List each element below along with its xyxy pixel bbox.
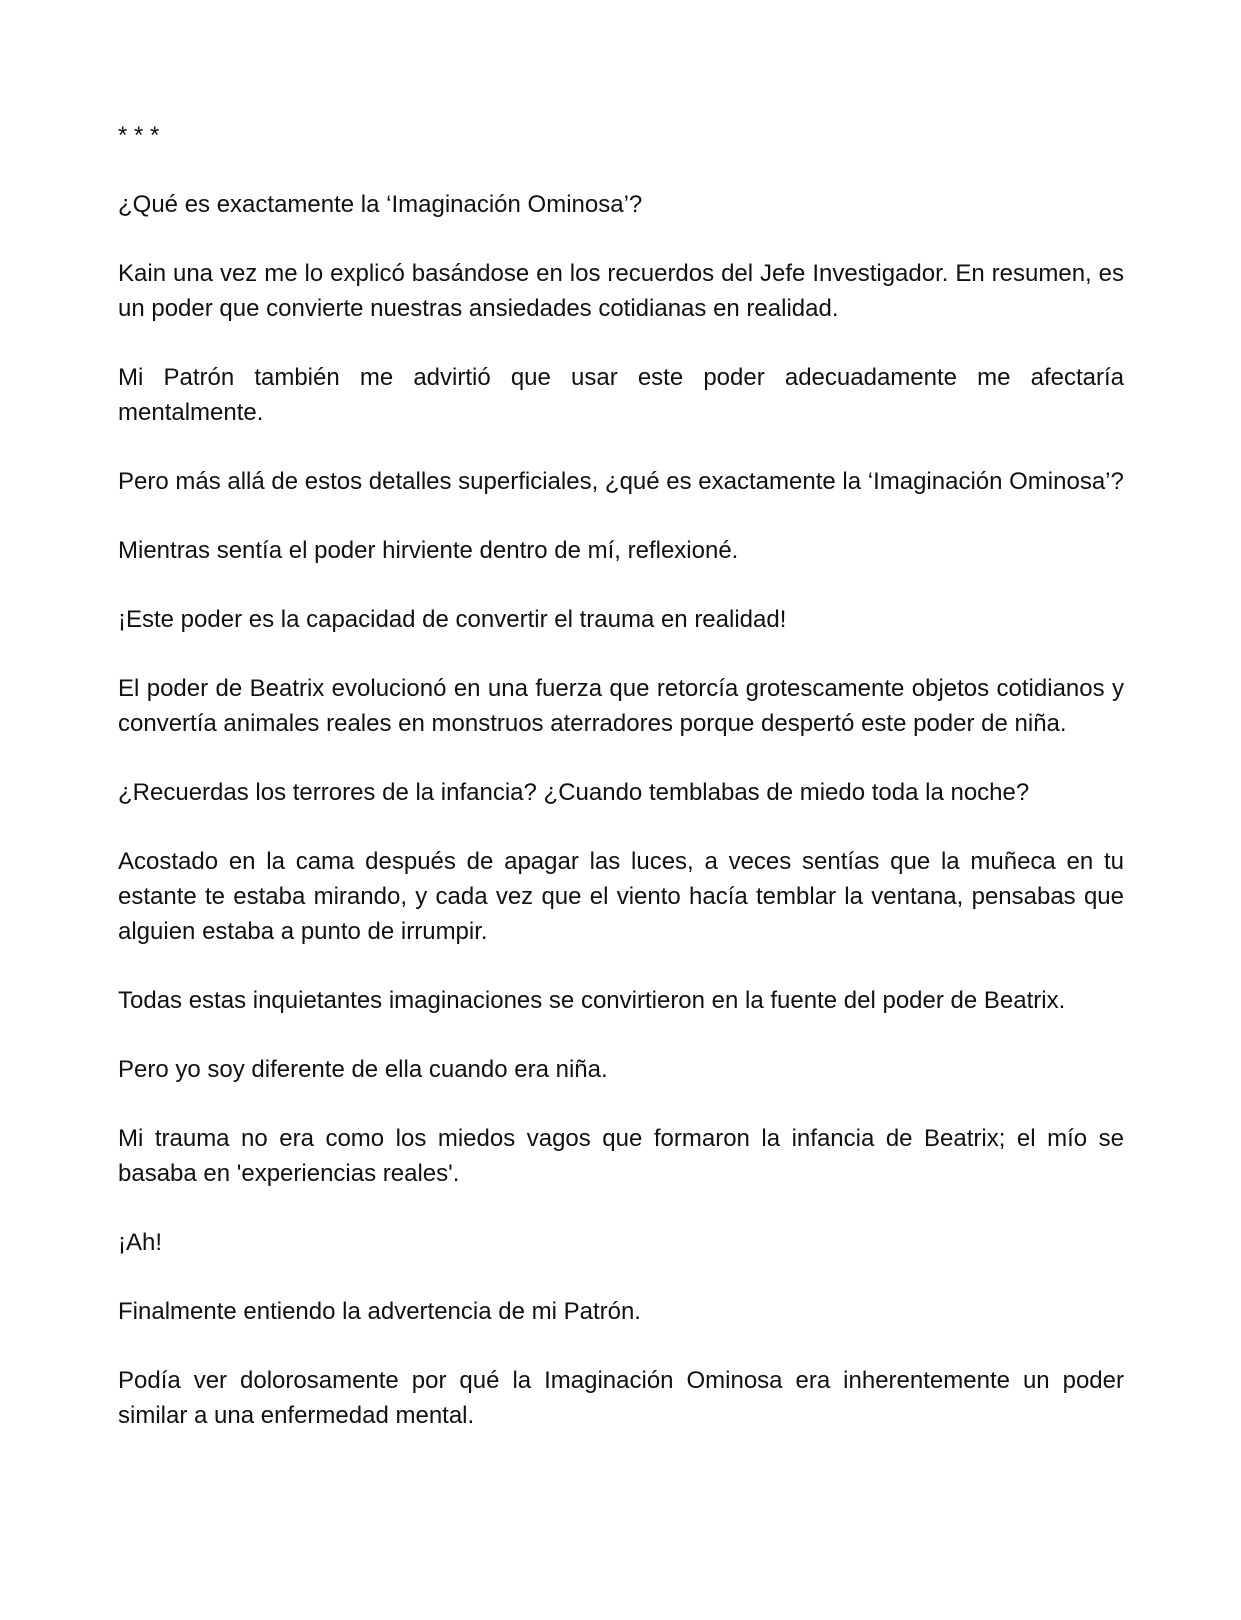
- paragraph: Mientras sentía el poder hirviente dentro de mí, reflexioné.: [118, 537, 739, 564]
- scene-break: * * *: [118, 122, 160, 149]
- paragraph: Podía ver dolorosamente por qué la Imaginación Ominosa era inherentemente un poder similar a una enfermedad mental.: [118, 1367, 1124, 1429]
- paragraph: Todas estas inquietantes imaginaciones se convirtieron en la fuente del poder de Beatrix.: [118, 987, 1066, 1014]
- paragraph: Pero más allá de estos detalles superficiales, ¿qué es exactamente la ‘Imaginación Ominosa’?: [118, 468, 1124, 495]
- paragraph: Kain una vez me lo explicó basándose en los recuerdos del Jefe Investigador. En resumen, es un poder que convierte nuestras ansiedades cotidianas en realidad.: [118, 260, 1124, 322]
- paragraph: Mi trauma no era como los miedos vagos que formaron la infancia de Beatrix; el mío se basaba en 'experiencias reales'.: [118, 1125, 1124, 1187]
- paragraph: Mi Patrón también me advirtió que usar este poder adecuadamente me afectaría mentalmente.: [118, 364, 1124, 426]
- paragraph: ¿Recuerdas los terrores de la infancia? ¿Cuando temblabas de miedo toda la noche?: [118, 779, 1030, 806]
- paragraph: ¡Ah!: [118, 1229, 163, 1256]
- paragraph: ¿Qué es exactamente la ‘Imaginación Ominosa’?: [118, 191, 643, 218]
- paragraph: El poder de Beatrix evolucionó en una fuerza que retorcía grotescamente objetos cotidianos y convertía animales reales en monstruos aterradores porque despertó este poder de niña.: [118, 675, 1124, 737]
- paragraph: Acostado en la cama después de apagar las luces, a veces sentías que la muñeca en tu estante te estaba mirando, y cada vez que el viento hacía temblar la ventana, pensabas que alguien estaba a punto de irrumpir.: [118, 848, 1124, 945]
- paragraph: Pero yo soy diferente de ella cuando era niña.: [118, 1056, 608, 1083]
- paragraph: ¡Este poder es la capacidad de convertir el trauma en realidad!: [118, 606, 787, 633]
- paragraph: Finalmente entiendo la advertencia de mi Patrón.: [118, 1298, 641, 1325]
- document-body: [118, 118, 1124, 1433]
